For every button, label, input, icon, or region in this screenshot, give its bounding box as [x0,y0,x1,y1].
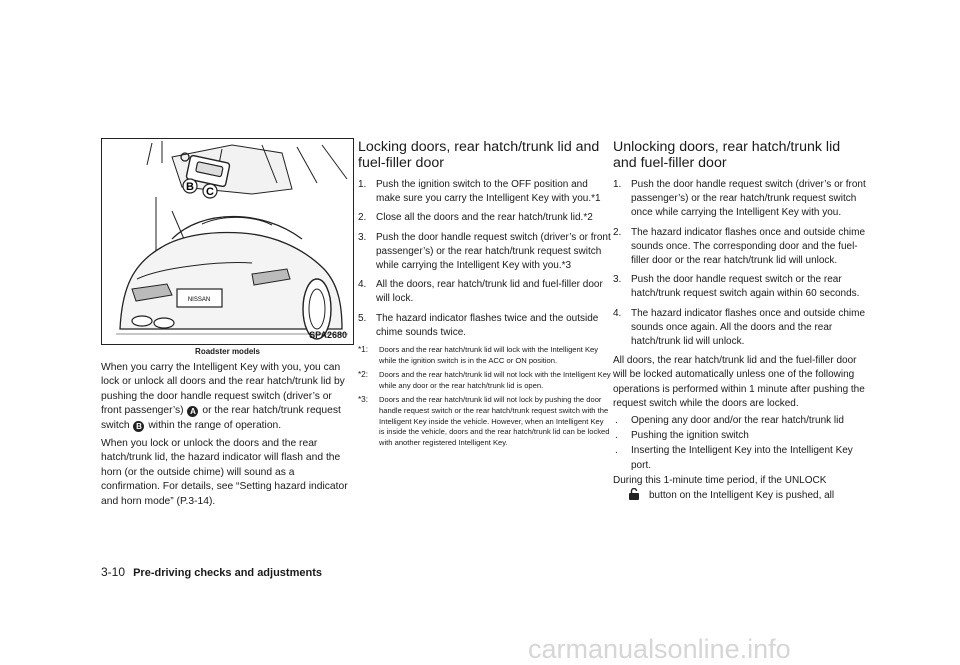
confirmation-paragraph: When you lock or unlock the doors and the rear hatch/trunk lid, the hazard indicator will flash and the horn (or the outside chime) will sound as a confirmation. For details, see “Setting hazard indicator and horn mode” (P.3-14). [101,438,348,507]
section-title: Pre-driving checks and adjustments [133,567,322,579]
callout-a-badge: A [187,406,198,417]
list-item: 2. The hazard indicator flashes once and outside chime sounds once. The corresponding door and the fuel-filler door or the rear hatch/trunk lid will unlock. [613,226,866,267]
page-footer [101,565,322,579]
list-item: 1. Push the ignition switch to the OFF position and make sure you carry the Intelligent Key with you.*1 [358,179,601,205]
callout-b: B [186,181,194,193]
page-number: 3-10 [101,565,126,579]
locking-steps [358,178,611,340]
list-item: . Opening any door and/or the rear hatch/trunk lid [615,415,844,427]
column-middle [358,138,611,452]
list-item: 3. Push the door handle request switch (driver’s or front passenger’s) or the rear hatch/trunk request switch while carrying the Intelligent Key with you.*3 [358,231,611,272]
watermark: carmanualsonline.info [528,634,791,664]
list-item: 3. Push the door handle request switch or the rear hatch/trunk request switch again within 60 seconds. [613,274,860,300]
footnote: *3: Doors and the rear hatch/trunk lid will not lock by pushing the door handle request switch or the rear hatch/trunk request switch with the Intelligent Key inside the vehicle. However, when an Intelligent Key is inside the vehicle, doors and the rear hatch/trunk lid can be locked with another registered Intelligent Key. [358,395,610,447]
vehicle-illustration [101,138,354,345]
list-item: 2. Close all the doors and the rear hatch/trunk lid.*2 [358,212,593,224]
license-plate-text: NISSAN [187,297,211,303]
list-item: . Pushing the ignition switch [615,430,749,442]
unlocking-heading: Unlocking doors, rear hatch/trunk lid and fuel-filler door [613,139,841,171]
figure-code: SPA2680 [309,330,347,340]
unlock-paragraph: During this 1-minute time period, if the UNLOCK button on the Intelligent Key is pushed, all [613,474,835,502]
unlock-icon [627,488,641,500]
footnote: *1: Doors and the rear hatch/trunk lid will lock with the Intelligent Key while the ignition switch is in the ACC or ON position. [358,345,599,365]
column-right [613,138,866,503]
footnote: *2: Doors and the rear hatch/trunk lid will not lock with the Intelligent Key while any door or the rear hatch/trunk lid is open. [358,370,611,390]
unlocking-steps [613,178,866,349]
callout-b-badge: B [133,421,144,432]
intro-paragraph: When you carry the Intelligent Key with you, you can lock or unlock all doors and the rear hatch/trunk lid by pushing the door handle request switch (driver’s or front passenger’s) A or the rear hatch/trunk request switch B within the range of operation. [101,362,345,431]
locking-heading: Locking doors, rear hatch/trunk lid and fuel-filler door [358,139,600,171]
auto-lock-paragraph: All doors, the rear hatch/trunk lid and the fuel-filler door will be locked automatically unless one of the following operations is performed within 1 minute after pushing the request switch while the doors are locked. [613,355,865,409]
list-item: . Inserting the Intelligent Key into the Intelligent Key port. [615,445,853,471]
list-item: 4. All the doors, rear hatch/trunk lid and fuel-filler door will lock. [358,279,603,305]
footnotes [358,345,611,448]
list-item: 4. The hazard indicator flashes once and outside chime sounds once again. All the doors and the rear hatch/trunk lid will unlock. [613,307,866,348]
list-item: 1. Push the door handle request switch (driver’s or front passenger’s) or the rear hatch/trunk request switch once while carrying the Intelligent Key with you. [613,179,866,219]
list-item: 5. The hazard indicator flashes twice and the outside chime sounds twice. [358,312,599,338]
auto-lock-conditions [613,414,866,473]
figure-caption: Roadster models [195,347,260,356]
callout-c: C [206,186,214,198]
column-left [101,138,354,513]
roadster-rear-drawing [102,139,354,345]
